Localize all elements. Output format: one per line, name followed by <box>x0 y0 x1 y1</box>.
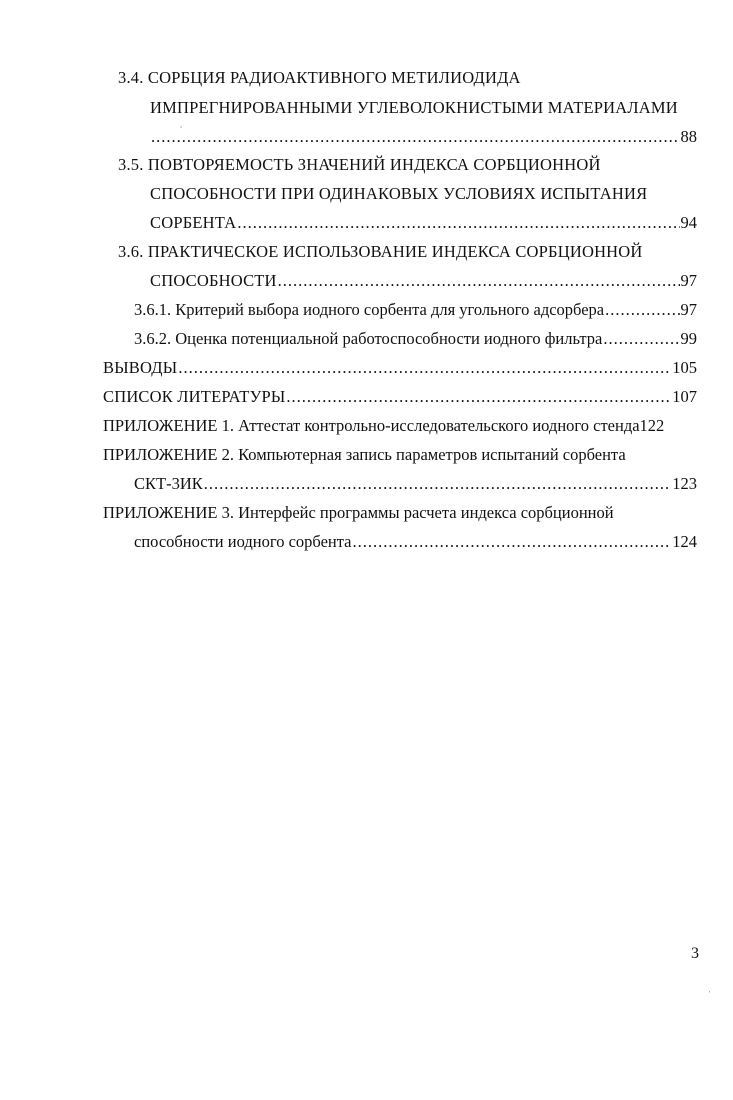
toc-3-6-2-page: 99 <box>680 329 697 348</box>
toc-references-leader-line <box>103 387 697 407</box>
toc-conclusions-title: ВЫВОДЫ <box>103 358 178 377</box>
toc-3-5-line-1: 3.5. ПОВТОРЯЕМОСТЬ ЗНАЧЕНИЙ ИНДЕКСА СОРБЦИОННОЙ <box>118 155 601 174</box>
toc-appendix3-page: 124 <box>672 532 697 551</box>
scan-speck: ᵓ <box>180 124 182 132</box>
toc-3-5-line-2: СПОСОБНОСТИ ПРИ ОДИНАКОВЫХ УСЛОВИЯХ ИСПЫТАНИЯ <box>150 184 648 203</box>
dot-leader <box>603 329 679 349</box>
dot-leader <box>605 300 679 320</box>
dot-leader <box>237 213 679 233</box>
toc-3-6-line-1: 3.6. ПРАКТИЧЕСКОЕ ИСПОЛЬЗОВАНИЕ ИНДЕКСА СОРБЦИОННОЙ <box>118 242 643 261</box>
toc-3-4-line-1: 3.4. СОРБЦИЯ РАДИОАКТИВНОГО МЕТИЛИОДИДА <box>118 68 521 87</box>
dot-leader <box>352 532 671 552</box>
dot-leader <box>286 387 671 407</box>
dot-leader <box>178 358 671 378</box>
dot-leader <box>278 271 680 291</box>
toc-appendix2-line-1: ПРИЛОЖЕНИЕ 2. Компьютерная запись параметров испытаний сорбента <box>103 445 626 464</box>
toc-3-4-line-2: ИМПРЕГНИРОВАННЫМИ УГЛЕВОЛОКНИСТЫМИ МАТЕРИАЛАМИ <box>150 98 678 117</box>
toc-3-4-page: 88 <box>680 127 697 146</box>
toc-appendix1-title: ПРИЛОЖЕНИЕ 1. Аттестат контрольно-исследовательского иодного стенда <box>103 416 640 435</box>
toc-references-title: СПИСОК ЛИТЕРАТУРЫ <box>103 387 286 406</box>
toc-3-6-1-leader-line <box>134 300 697 320</box>
toc-appendix3-line-1: ПРИЛОЖЕНИЕ 3. Интерфейс программы расчета индекса сорбционной <box>103 503 614 522</box>
dot-leader <box>151 127 680 147</box>
toc-3-4-leader-line <box>150 127 697 147</box>
toc-3-6-2-title: 3.6.2. Оценка потенциальной работоспособности иодного фильтра <box>134 329 603 348</box>
toc-3-6-page: 97 <box>680 271 697 290</box>
toc-appendix1-page: 122 <box>639 416 665 435</box>
toc-appendix1-line <box>103 416 664 436</box>
toc-conclusions-leader-line <box>103 358 697 378</box>
toc-3-6-leader-line <box>150 271 697 291</box>
toc-3-5-page: 94 <box>680 213 697 232</box>
toc-3-6-1-title: 3.6.1. Критерий выбора иодного сорбента для угольного адсорбера <box>134 300 605 319</box>
toc-3-6-line-2: СПОСОБНОСТИ <box>150 271 277 290</box>
toc-conclusions-page: 105 <box>672 358 697 377</box>
toc-appendix2-line-2: СКТ-3ИК <box>134 474 203 493</box>
toc-3-6-1-page: 97 <box>680 300 697 319</box>
toc-references-page: 107 <box>672 387 697 406</box>
dot-leader <box>204 474 671 494</box>
toc-appendix2-leader-line <box>134 474 697 494</box>
toc-appendix3-line-2: способности иодного сорбента <box>134 532 352 551</box>
toc-appendix2-page: 123 <box>672 474 697 493</box>
toc-appendix3-leader-line <box>134 532 697 552</box>
toc-3-5-leader-line <box>150 213 697 233</box>
scan-speck: ' <box>709 990 711 998</box>
toc-3-6-2-leader-line <box>134 329 697 349</box>
page-number: 3 <box>691 945 699 962</box>
toc-3-5-line-3: СОРБЕНТА <box>150 213 237 232</box>
